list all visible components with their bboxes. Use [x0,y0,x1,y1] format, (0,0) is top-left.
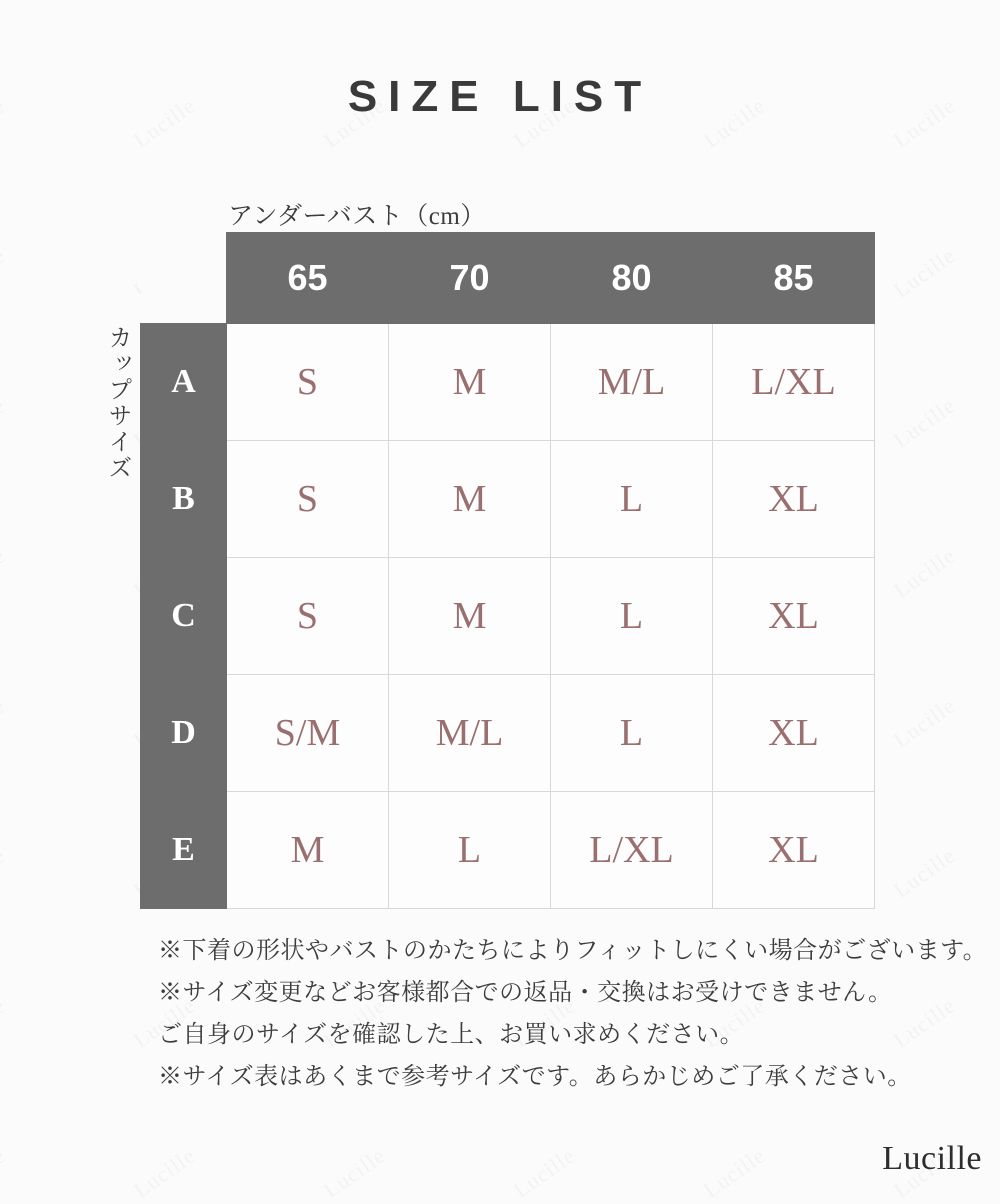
size-cell: L [389,792,551,909]
brand-logo: Lucille [882,1140,982,1177]
column-header: 85 [713,233,875,324]
cup-size-axis-label: カップサイズ [104,325,130,481]
size-cell: L [551,558,713,675]
row-header: B [141,441,227,558]
size-cell: L/XL [551,792,713,909]
table-row [141,324,875,441]
notes-block [158,930,987,1098]
row-header: A [141,324,227,441]
row-header: E [141,792,227,909]
size-cell: XL [713,441,875,558]
note-line: ご自身のサイズを確認した上、お買い求めください。 [158,1022,745,1048]
row-header: D [141,675,227,792]
table-row [141,441,875,558]
size-cell: XL [713,792,875,909]
size-cell: M [389,441,551,558]
column-header: 65 [227,233,389,324]
size-cell: S [227,558,389,675]
row-header: C [141,558,227,675]
size-cell: S [227,324,389,441]
page-title: SIZE LIST [347,72,653,121]
table-row [141,792,875,909]
table-corner-cell [141,233,227,324]
size-cell: M [389,558,551,675]
size-cell: M/L [389,675,551,792]
column-header: 80 [551,233,713,324]
size-cell: XL [713,675,875,792]
table-header-row [141,233,875,324]
size-table [140,232,875,909]
note-line: ※下着の形状やバストのかたちによりフィットしにくい場合がございます。 [158,938,988,964]
size-cell: S/M [227,675,389,792]
column-header: 70 [389,233,551,324]
note-line: ※サイズ表はあくまで参考サイズです。あらかじめご了承ください。 [158,1064,912,1090]
table-row [141,675,875,792]
note-line: ※サイズ変更などお客様都合での返品・交換はお受けできません。 [158,980,893,1006]
under-bust-axis-label: アンダーバスト（cm） [228,203,486,230]
size-cell: L [551,441,713,558]
size-cell: M [227,792,389,909]
size-cell: L/XL [713,324,875,441]
size-cell: L [551,675,713,792]
size-cell: XL [713,558,875,675]
size-cell: S [227,441,389,558]
size-cell: M/L [551,324,713,441]
size-cell: M [389,324,551,441]
table-row [141,558,875,675]
